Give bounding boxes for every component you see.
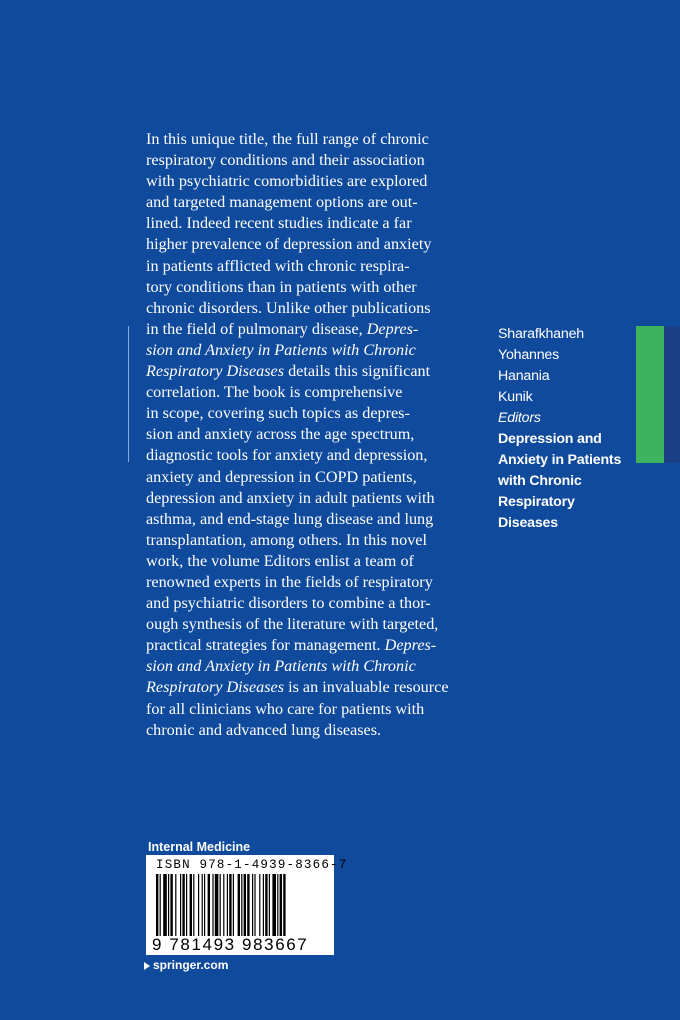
barcode-bar — [208, 874, 210, 936]
blurb-text-run: details this significant — [284, 362, 431, 381]
barcode-bar — [212, 874, 213, 936]
barcode-bar — [254, 874, 255, 936]
blurb-text-run: for all clinicians who care for patients with — [146, 699, 425, 718]
blurb-text-run: In this unique title, the full range of chronic — [146, 130, 429, 148]
blurb-text-run: chronic and advanced lung diseases. — [146, 720, 382, 739]
barcode-bar — [156, 874, 158, 936]
blurb-line — [146, 445, 466, 466]
blurb-text-run: correlation. The book is comprehensive — [146, 383, 403, 402]
blurb-text-run: renowned experts in the fields of respiratory — [146, 572, 433, 591]
blurb-text-run: lined. Indeed recent studies indicate a far — [146, 214, 412, 233]
blurb-text-run: tory conditions than in patients with other — [146, 277, 417, 296]
barcode-bar — [244, 874, 246, 936]
blurb-line — [146, 129, 466, 150]
blurb-line — [146, 340, 466, 361]
barcode-digits: 9 781493 983667 — [152, 935, 309, 954]
barcode-bar — [204, 874, 205, 936]
barcode-bar — [202, 874, 203, 936]
publisher-url: springer.com — [153, 958, 229, 972]
isbn-label: ISBN 978-1-4939-8366-7 — [156, 858, 348, 872]
blurb-text-run: in scope, covering such topics as depres- — [146, 404, 410, 423]
blue-stripe — [664, 326, 680, 463]
barcode-bar — [170, 874, 172, 936]
barcode-bar — [223, 874, 224, 936]
blurb-line — [146, 256, 466, 277]
barcode-panel — [146, 855, 348, 955]
barcode-bar — [272, 874, 276, 936]
barcode-bar — [229, 874, 231, 936]
blurb-italic-run: sion and Anxiety in Patients with Chronic — [146, 340, 416, 359]
blurb-line — [146, 635, 466, 656]
blurb-text-run: sion and anxiety across the age spectrum, — [146, 425, 415, 444]
blurb-italic-run: Respiratory Diseases — [146, 678, 285, 697]
barcode-bar — [180, 874, 181, 936]
subject-category: Internal Medicine — [148, 840, 251, 854]
barcode-bar — [215, 874, 219, 936]
editors-role: Editors — [498, 410, 541, 426]
barcode-bar — [247, 874, 249, 936]
blurb-line — [146, 361, 466, 382]
book-title-line: Anxiety in Patients — [498, 452, 622, 468]
blurb-line — [146, 593, 466, 614]
blurb-line — [146, 699, 466, 720]
barcode-bar — [269, 874, 270, 936]
barcode-bar — [190, 874, 192, 936]
blurb-line — [146, 467, 466, 488]
blurb-line — [146, 677, 466, 698]
blurb-text-run: with psychiatric comorbidities are explored — [146, 172, 428, 191]
blurb-text-run: depression and anxiety in adult patients with — [146, 488, 435, 507]
book-title-line: Depression and — [498, 431, 602, 447]
blurb-italic-run: sion and Anxiety in Patients with Chronic — [146, 657, 416, 676]
blurb-text-run: chronic disorders. Unlike other publications — [146, 298, 431, 317]
blurb-line — [146, 382, 466, 403]
editor-name: Kunik — [498, 389, 533, 405]
editor-name: Hanania — [498, 368, 550, 384]
barcode-bar — [220, 874, 221, 936]
blurb-italic-run: Depres- — [366, 319, 419, 338]
blurb-text-run: anxiety and depression in COPD patients, — [146, 467, 417, 486]
blurb-line — [146, 234, 466, 255]
book-title-line: Diseases — [498, 515, 558, 531]
barcode-bar — [263, 874, 264, 936]
blurb-text-run: ough synthesis of the literature with targeted, — [146, 615, 439, 634]
barcode-bar — [163, 874, 167, 936]
blurb-line — [146, 572, 466, 593]
barcode-bar — [186, 874, 187, 936]
blurb-italic-run: Respiratory Diseases — [146, 362, 285, 381]
blurb-text-run: diagnostic tools for anxiety and depression, — [146, 446, 428, 465]
blurb-line — [146, 720, 466, 741]
blurb-line — [146, 509, 466, 530]
blurb-line — [146, 298, 466, 319]
barcode-bar — [280, 874, 282, 936]
back-cover-blurb — [146, 129, 466, 741]
blurb-text-run: transplantation, among others. In this novel — [146, 530, 427, 549]
book-title-line: Respiratory — [498, 494, 575, 510]
editor-name: Sharafkhaneh — [498, 326, 584, 342]
barcode-bar — [198, 874, 199, 936]
blurb-text-run: asthma, and end-stage lung disease and lung — [146, 509, 434, 528]
barcode-bar — [277, 874, 278, 936]
blurb-text-run: in the field of pulmonary disease, — [146, 319, 367, 338]
blurb-italic-run: Depres- — [384, 636, 437, 655]
blurb-line — [146, 192, 466, 213]
barcode-bar — [182, 874, 184, 936]
blurb-line — [146, 656, 466, 677]
book-title-line: with Chronic — [498, 473, 582, 489]
divider-line — [128, 326, 129, 462]
blurb-text-run: higher prevalence of depression and anxiety — [146, 235, 432, 254]
barcode-bar — [233, 874, 234, 936]
barcode-bar — [241, 874, 242, 936]
barcode-bar — [175, 874, 176, 936]
blurb-line — [146, 403, 466, 424]
arrow-right-icon — [144, 962, 150, 970]
editor-name: Yohannes — [498, 347, 559, 363]
barcode-bar — [168, 874, 169, 936]
blurb-line — [146, 277, 466, 298]
barcode-bar — [265, 874, 267, 936]
barcode-bar — [259, 874, 260, 936]
publisher-link[interactable] — [144, 958, 228, 972]
blurb-line — [146, 319, 466, 340]
blurb-line — [146, 171, 466, 192]
blurb-text-run: in patients afflicted with chronic respira- — [146, 256, 410, 275]
blurb-text-run: and psychiatric disorders to combine a thor- — [146, 594, 431, 613]
blurb-line — [146, 551, 466, 572]
green-stripe — [636, 326, 664, 463]
blurb-line — [146, 424, 466, 445]
barcode-bar — [227, 874, 228, 936]
barcode-bar — [193, 874, 194, 936]
barcode-bar — [238, 874, 240, 936]
blurb-text-run: practical strategies for management. — [146, 636, 385, 655]
blurb-line — [146, 530, 466, 551]
barcode-icon — [156, 874, 326, 936]
blurb-line — [146, 488, 466, 509]
barcode-bar — [252, 874, 253, 936]
blurb-line — [146, 213, 466, 234]
blurb-text-run: respiratory conditions and their association — [146, 151, 425, 170]
blurb-text-run: and targeted management options are out- — [146, 193, 418, 212]
blurb-text-run: is an invaluable resource — [284, 678, 449, 697]
barcode-bar — [160, 874, 161, 936]
blurb-text-run: work, the volume Editors enlist a team of — [146, 551, 414, 570]
blurb-line — [146, 150, 466, 171]
barcode-bar — [283, 874, 285, 936]
blurb-line — [146, 614, 466, 635]
editors-block — [498, 324, 628, 534]
